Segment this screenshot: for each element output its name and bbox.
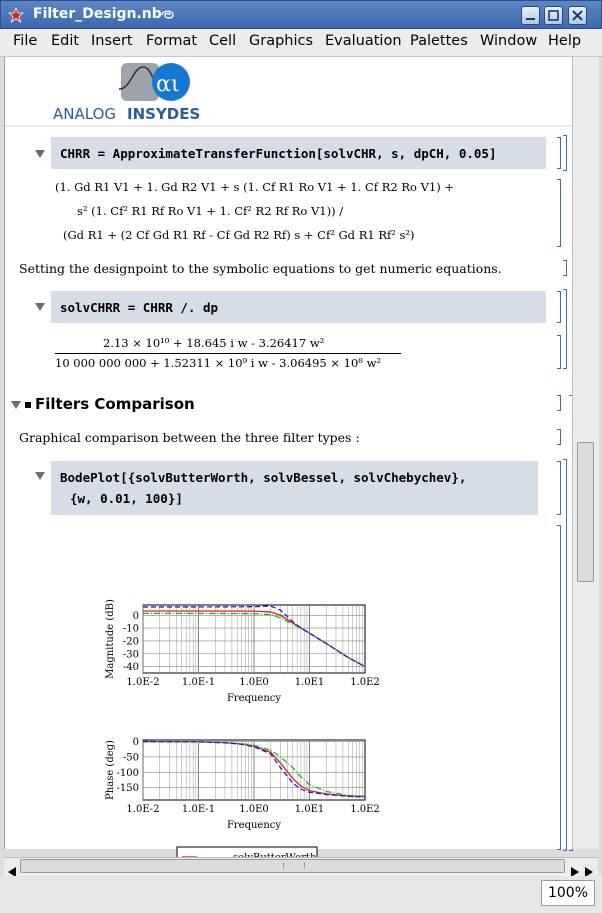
output-cell-1-line2: s² (1. Cf² R1 Rf Ro V1 + 1. Cf² R2 Rf Ro V1)) / — [77, 204, 344, 218]
vertical-scrollbar[interactable] — [572, 57, 599, 849]
menu-format[interactable]: Format — [146, 33, 198, 49]
menu-help[interactable]: Help — [548, 33, 582, 49]
x-axis-label: Frequency — [226, 693, 282, 704]
group-bracket[interactable] — [563, 135, 567, 171]
logo-text-bold: INSYDES — [127, 105, 201, 123]
horizontal-scrollbar[interactable] — [4, 857, 598, 877]
mathematica-star-icon[interactable] — [8, 7, 24, 23]
maximize-icon — [548, 10, 559, 21]
cell-group-toggle-icon[interactable] — [35, 150, 45, 158]
window-titlebar — [0, 0, 602, 29]
close-button[interactable] — [568, 6, 587, 25]
cell-bracket[interactable] — [557, 291, 561, 323]
cell-group-toggle-icon[interactable] — [35, 303, 45, 311]
x-tick-label: 1.0E-2 — [126, 804, 160, 815]
status-bar — [0, 876, 602, 913]
swirl-icon — [159, 7, 177, 23]
cell-bracket[interactable] — [557, 335, 561, 369]
x-tick-label: 1.0E0 — [239, 677, 269, 688]
group-bracket[interactable] — [563, 459, 567, 851]
horizontal-scroll-thumb[interactable] — [20, 859, 565, 873]
y-tick-label: 0 — [132, 737, 139, 749]
cell-bracket[interactable] — [557, 429, 561, 445]
y-tick-label: -100 — [116, 767, 139, 779]
menu-graphics[interactable]: Graphics — [249, 33, 314, 49]
y-tick-label: -50 — [122, 752, 139, 764]
menu-edit[interactable]: Edit — [51, 33, 80, 49]
input-cell-3-code-line1[interactable]: BodePlot[{solvButterWorth, solvBessel, solvChebychev}, — [60, 470, 467, 485]
cell-bracket[interactable] — [557, 461, 561, 515]
x-tick-label: 1.0E2 — [350, 677, 380, 688]
menu-cell[interactable]: Cell — [209, 33, 237, 49]
window-title: Filter_Design.nb — [33, 6, 162, 22]
logo-banner — [5, 57, 573, 125]
menu-insert[interactable]: Insert — [91, 33, 133, 49]
y-tick-label: -150 — [116, 783, 139, 795]
phase-plot — [105, 737, 380, 831]
logo-text-light: ANALOG — [53, 105, 116, 123]
section-bullet-icon — [25, 402, 31, 408]
magnitude-plot — [105, 599, 380, 704]
fraction-bar — [55, 353, 401, 354]
cell-bracket[interactable] — [557, 525, 561, 850]
close-icon — [572, 10, 583, 21]
output-cell-1-line3: (Gd R1 + (2 Cf Gd R1 Rf - Cf Gd R2 Rf) s + Cf² Gd R1 Rf² s²) — [63, 228, 415, 242]
notebook-document[interactable] — [4, 57, 573, 849]
scroll-grip — [283, 863, 305, 869]
menu-window[interactable]: Window — [480, 33, 538, 49]
output-cell-2-denominator: 10 000 000 000 + 1.52311 × 10⁹ i w - 3.06495 × 10⁸ w² — [55, 356, 382, 370]
y-tick-label: -30 — [122, 649, 139, 661]
group-bracket[interactable] — [563, 289, 567, 369]
logo-symbol: αι — [156, 72, 180, 97]
y-tick-label: 0 — [132, 610, 139, 622]
scroll-down-arrow-icon[interactable] — [580, 851, 592, 855]
x-axis-label: Frequency — [226, 820, 282, 831]
analog-insydes-logo — [53, 61, 203, 123]
section-title: Filters Comparison — [35, 395, 195, 413]
output-cell-1-line1: (1. Gd R1 V1 + 1. Gd R2 V1 + s (1. Cf R1 Ro V1 + 1. Cf R2 Ro V1) + — [55, 180, 454, 194]
y-tick-label: -20 — [122, 636, 139, 648]
x-tick-label: 1.0E1 — [294, 677, 325, 688]
x-tick-label: 1.0E-1 — [181, 677, 216, 688]
x-tick-label: 1.0E1 — [294, 804, 325, 815]
x-tick-label: 1.0E0 — [239, 804, 269, 815]
input-cell-3-code-line2[interactable]: {w, 0.01, 100}] — [70, 491, 183, 506]
y-tick-label: -10 — [122, 623, 139, 635]
maximize-button[interactable] — [544, 6, 563, 25]
output-cell-2-numerator: 2.13 × 10¹⁰ + 18.645 i w - 3.26417 w² — [103, 336, 325, 350]
section-toggle-icon[interactable] — [11, 401, 21, 409]
menu-bar — [0, 29, 602, 57]
menu-palettes[interactable]: Palettes — [410, 33, 468, 49]
cell-bracket[interactable] — [557, 395, 561, 411]
zoom-level[interactable]: 100% — [541, 880, 595, 906]
cell-bracket[interactable] — [557, 137, 561, 169]
x-tick-label: 1.0E-2 — [126, 677, 160, 688]
input-cell-1-code[interactable]: CHRR = ApproximateTransferFunction[solvCHR, s, dpCH, 0.05] — [60, 146, 497, 161]
cell-bracket[interactable] — [563, 260, 567, 276]
y-axis-label: Magnitude (dB) — [105, 599, 116, 679]
cell-group-toggle-icon[interactable] — [35, 472, 45, 480]
x-tick-label: 1.0E2 — [350, 804, 380, 815]
input-cell-2-code[interactable]: solvCHRR = CHRR /. dp — [60, 300, 219, 315]
x-tick-label: 1.0E-1 — [181, 804, 216, 815]
menu-file[interactable]: File — [13, 33, 38, 49]
bode-plot — [85, 535, 385, 845]
text-cell-2: Graphical comparison between the three filter types : — [19, 430, 360, 445]
vertical-scroll-thumb[interactable] — [577, 442, 594, 582]
menu-evaluation[interactable]: Evaluation — [325, 33, 402, 49]
minimize-button[interactable] — [521, 6, 540, 25]
minimize-icon — [525, 10, 536, 21]
banner-separator — [5, 125, 573, 127]
y-axis-label: Phase (deg) — [105, 740, 116, 800]
text-cell-1: Setting the designpoint to the symbolic equations to get numeric equations. — [19, 261, 502, 276]
y-tick-label: -40 — [122, 662, 139, 674]
cell-bracket[interactable] — [557, 179, 561, 247]
